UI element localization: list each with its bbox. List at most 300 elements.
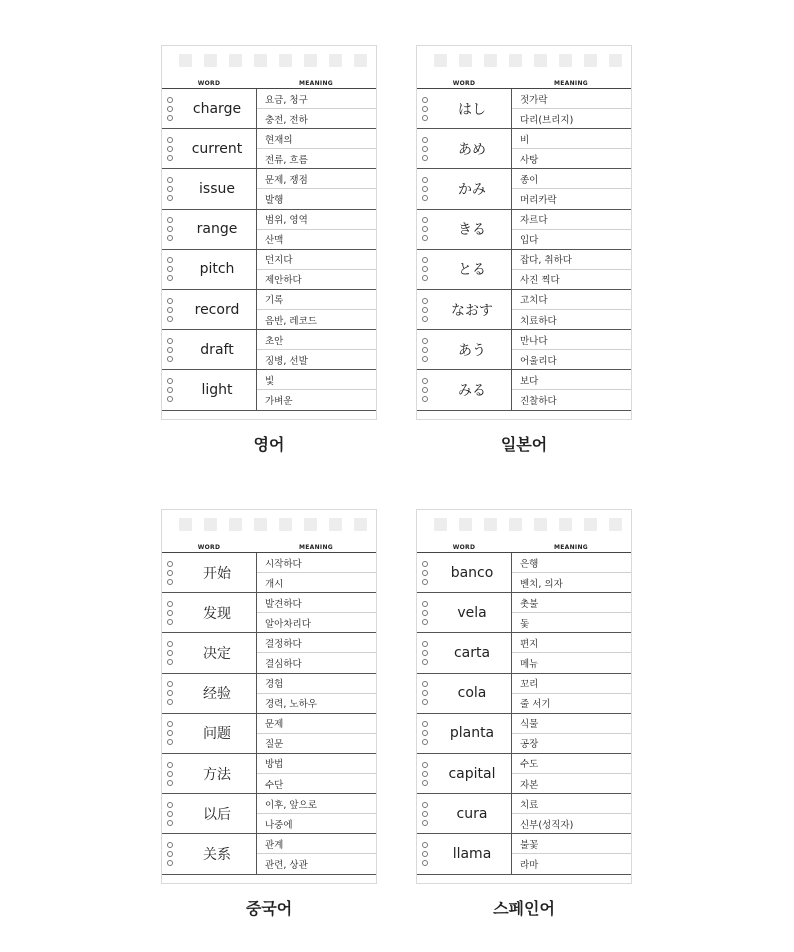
ring-hole-icon (422, 860, 428, 866)
ring-hole-icon (167, 338, 173, 344)
meaning-cell (257, 370, 376, 409)
vocab-word: かみ (433, 169, 512, 208)
tab-marker (329, 518, 342, 531)
meaning-column-header: MEANING (553, 544, 588, 551)
meaning-primary: 보다 (512, 370, 631, 390)
ring-hole-icon (167, 356, 173, 362)
word-column-header: WORD (452, 544, 476, 551)
vocab-word: capital (433, 754, 512, 793)
meaning-column-header: MEANING (553, 80, 588, 87)
word-row (162, 330, 376, 370)
vocab-word: 发现 (178, 593, 257, 632)
meaning-cell (512, 89, 631, 128)
word-row (162, 89, 376, 129)
vocab-word: 决定 (178, 633, 257, 672)
ring-hole-icon (167, 396, 173, 402)
meaning-secondary: 징병, 선발 (265, 355, 308, 367)
binder-rings (162, 330, 178, 369)
meaning-secondary: 돛 (520, 618, 530, 630)
word-row (162, 714, 376, 754)
ring-hole-icon (422, 275, 428, 281)
tab-marker (179, 54, 192, 67)
ring-hole-icon (167, 307, 173, 313)
meaning-primary: 자르다 (512, 210, 631, 230)
meaning-cell (257, 290, 376, 329)
word-row (417, 674, 631, 714)
meaning-cell (512, 370, 631, 409)
vocab-word: planta (433, 714, 512, 753)
meaning-primary: 문제 (257, 714, 376, 734)
ring-hole-icon (422, 106, 428, 112)
binder-rings (417, 210, 433, 249)
ring-hole-icon (422, 316, 428, 322)
meaning-primary: 방법 (257, 754, 376, 774)
ring-hole-icon (422, 177, 428, 183)
ring-hole-icon (167, 811, 173, 817)
ring-hole-icon (422, 387, 428, 393)
meaning-primary: 이후, 앞으로 (257, 794, 376, 814)
binder-rings (162, 129, 178, 168)
meaning-cell (257, 169, 376, 208)
vocab-word: issue (178, 169, 257, 208)
meaning-primary: 문제, 쟁점 (257, 169, 376, 189)
ring-hole-icon (422, 610, 428, 616)
tab-strip (417, 510, 631, 536)
ring-hole-icon (422, 115, 428, 121)
ring-hole-icon (167, 641, 173, 647)
ring-hole-icon (167, 146, 173, 152)
word-row (417, 89, 631, 129)
meaning-secondary: 자본 (520, 779, 539, 791)
binder-rings (162, 754, 178, 793)
word-row (162, 169, 376, 209)
binder-rings (417, 593, 433, 632)
tab-marker (559, 518, 572, 531)
binder-rings (417, 169, 433, 208)
vocab-word: はし (433, 89, 512, 128)
meaning-cell (257, 674, 376, 713)
language-caption: 영어 (253, 435, 285, 454)
meaning-secondary: 제안하다 (265, 275, 302, 287)
word-row (417, 370, 631, 410)
ring-hole-icon (422, 97, 428, 103)
ring-hole-icon (167, 579, 173, 585)
vocab-word: charge (178, 89, 257, 128)
ring-hole-icon (167, 690, 173, 696)
meaning-primary: 결정하다 (257, 633, 376, 653)
meaning-primary: 젓가락 (512, 89, 631, 109)
binder-rings (162, 370, 178, 409)
vocab-word: carta (433, 633, 512, 672)
vocab-word: cola (433, 674, 512, 713)
meaning-secondary: 발행 (265, 195, 284, 207)
ring-hole-icon (167, 347, 173, 353)
ring-hole-icon (167, 186, 173, 192)
meaning-cell (512, 330, 631, 369)
tab-marker (559, 54, 572, 67)
ring-hole-icon (167, 739, 173, 745)
meaning-primary: 식물 (512, 714, 631, 734)
word-row (417, 290, 631, 330)
ring-hole-icon (167, 316, 173, 322)
tab-marker (204, 54, 217, 67)
meaning-secondary: 라마 (520, 859, 539, 871)
ring-hole-icon (422, 780, 428, 786)
ring-hole-icon (422, 257, 428, 263)
word-row (162, 674, 376, 714)
meaning-primary: 던지다 (257, 250, 376, 270)
ring-hole-icon (167, 387, 173, 393)
binder-rings (417, 714, 433, 753)
ring-hole-icon (422, 570, 428, 576)
ring-hole-icon (422, 155, 428, 161)
tab-marker (279, 54, 292, 67)
tab-marker (254, 518, 267, 531)
meaning-secondary: 질문 (265, 739, 284, 751)
ring-hole-icon (422, 298, 428, 304)
meaning-cell (257, 834, 376, 873)
meaning-cell (257, 330, 376, 369)
ring-hole-icon (422, 396, 428, 402)
binder-rings (162, 674, 178, 713)
meaning-secondary: 경력, 노하우 (265, 699, 317, 711)
tab-strip (162, 46, 376, 72)
word-row (417, 794, 631, 834)
meaning-cell (512, 794, 631, 833)
binder-rings (417, 794, 433, 833)
meaning-secondary: 머리카락 (520, 195, 557, 207)
word-row (417, 553, 631, 593)
ring-hole-icon (167, 780, 173, 786)
ring-hole-icon (167, 195, 173, 201)
ring-hole-icon (167, 762, 173, 768)
vocab-word: あめ (433, 129, 512, 168)
ring-hole-icon (422, 699, 428, 705)
ring-hole-icon (167, 561, 173, 567)
tab-marker (509, 54, 522, 67)
card-footer (162, 411, 376, 419)
meaning-primary: 고치다 (512, 290, 631, 310)
meaning-primary: 꼬리 (512, 674, 631, 694)
vocab-word: range (178, 210, 257, 249)
binder-rings (162, 593, 178, 632)
ring-hole-icon (422, 226, 428, 232)
meaning-cell (512, 250, 631, 289)
meaning-cell (257, 129, 376, 168)
meaning-primary: 종이 (512, 169, 631, 189)
meaning-cell (512, 714, 631, 753)
meaning-secondary: 음반, 레코드 (265, 315, 317, 327)
meaning-secondary: 산맥 (265, 235, 284, 247)
meaning-cell (257, 754, 376, 793)
word-row (162, 593, 376, 633)
ring-hole-icon (422, 681, 428, 687)
binder-rings (162, 633, 178, 672)
binder-rings (417, 370, 433, 409)
meaning-secondary: 결심하다 (265, 659, 302, 671)
word-row (417, 330, 631, 370)
meaning-secondary: 전류, 흐름 (265, 154, 308, 166)
meaning-secondary: 충전, 전하 (265, 114, 308, 126)
vocab-word: きる (433, 210, 512, 249)
meaning-cell (257, 250, 376, 289)
tab-marker (484, 54, 497, 67)
vocab-word: とる (433, 250, 512, 289)
ring-hole-icon (422, 650, 428, 656)
binder-rings (162, 794, 178, 833)
meaning-primary: 빛 (257, 370, 376, 390)
binder-rings (417, 290, 433, 329)
ring-hole-icon (167, 601, 173, 607)
meaning-secondary: 벤치, 의자 (520, 578, 563, 590)
ring-hole-icon (422, 659, 428, 665)
binder-rings (417, 330, 433, 369)
ring-hole-icon (422, 730, 428, 736)
meaning-cell (257, 794, 376, 833)
ring-hole-icon (422, 235, 428, 241)
word-row (417, 129, 631, 169)
tab-marker (509, 518, 522, 531)
vocab-card-4 (416, 509, 632, 884)
ring-hole-icon (422, 347, 428, 353)
word-row (162, 633, 376, 673)
meaning-cell (512, 834, 631, 873)
meaning-secondary: 어울리다 (520, 355, 557, 367)
ring-hole-icon (167, 771, 173, 777)
ring-hole-icon (167, 650, 173, 656)
ring-hole-icon (167, 97, 173, 103)
meaning-primary: 관계 (257, 834, 376, 854)
word-column-header: WORD (197, 80, 221, 87)
ring-hole-icon (167, 275, 173, 281)
ring-hole-icon (422, 561, 428, 567)
ring-hole-icon (422, 851, 428, 857)
tab-marker (584, 518, 597, 531)
ring-hole-icon (422, 146, 428, 152)
word-row (162, 290, 376, 330)
column-header (417, 536, 631, 553)
ring-hole-icon (422, 338, 428, 344)
meaning-secondary: 개시 (265, 578, 284, 590)
meaning-primary: 치료 (512, 794, 631, 814)
tab-marker (304, 54, 317, 67)
meaning-secondary: 신부(성직자) (520, 819, 574, 831)
ring-hole-icon (422, 820, 428, 826)
word-row (417, 210, 631, 250)
word-row (162, 553, 376, 593)
ring-hole-icon (167, 298, 173, 304)
binder-rings (162, 169, 178, 208)
ring-hole-icon (422, 739, 428, 745)
vocab-word: pitch (178, 250, 257, 289)
ring-hole-icon (167, 155, 173, 161)
binder-rings (417, 553, 433, 592)
binder-rings (162, 714, 178, 753)
word-column-header: WORD (452, 80, 476, 87)
ring-hole-icon (167, 610, 173, 616)
meaning-primary: 만나다 (512, 330, 631, 350)
vocab-word: 经验 (178, 674, 257, 713)
word-row (417, 754, 631, 794)
meaning-cell (512, 674, 631, 713)
column-header (162, 536, 376, 553)
vocab-word: cura (433, 794, 512, 833)
ring-hole-icon (422, 641, 428, 647)
word-row (417, 633, 631, 673)
meaning-cell (257, 714, 376, 753)
tab-marker (279, 518, 292, 531)
vocab-card-2 (416, 45, 632, 420)
tab-strip (417, 46, 631, 72)
vocab-word: みる (433, 370, 512, 409)
ring-hole-icon (167, 619, 173, 625)
ring-hole-icon (422, 195, 428, 201)
meaning-secondary: 메뉴 (520, 659, 539, 671)
tab-marker (534, 518, 547, 531)
tab-marker (354, 518, 367, 531)
ring-hole-icon (167, 378, 173, 384)
meaning-secondary: 사탕 (520, 154, 539, 166)
meaning-secondary: 다리(브리지) (520, 114, 574, 126)
ring-hole-icon (422, 137, 428, 143)
meaning-secondary: 치료하다 (520, 315, 557, 327)
meaning-cell (257, 593, 376, 632)
meaning-cell (257, 553, 376, 592)
tab-marker (329, 54, 342, 67)
ring-hole-icon (167, 659, 173, 665)
vocab-word: llama (433, 834, 512, 873)
tab-marker (229, 518, 242, 531)
meaning-primary: 현재의 (257, 129, 376, 149)
tab-marker (584, 54, 597, 67)
binder-rings (417, 250, 433, 289)
binder-rings (162, 290, 178, 329)
meaning-cell (512, 633, 631, 672)
ring-hole-icon (167, 860, 173, 866)
meaning-primary: 기록 (257, 290, 376, 310)
word-row (162, 370, 376, 410)
word-list (162, 89, 376, 411)
tab-marker (434, 518, 447, 531)
vocab-card-3 (161, 509, 377, 884)
word-row (162, 210, 376, 250)
binder-rings (417, 633, 433, 672)
tab-marker (459, 518, 472, 531)
vocab-word: 方法 (178, 754, 257, 793)
vocab-word: record (178, 290, 257, 329)
ring-hole-icon (422, 842, 428, 848)
language-caption: 중국어 (245, 899, 293, 918)
ring-hole-icon (167, 721, 173, 727)
meaning-primary: 범위, 영역 (257, 210, 376, 230)
tab-marker (179, 518, 192, 531)
vocab-word: あう (433, 330, 512, 369)
ring-hole-icon (422, 619, 428, 625)
ring-hole-icon (422, 378, 428, 384)
meaning-secondary: 알아차리다 (265, 618, 311, 630)
ring-hole-icon (422, 356, 428, 362)
meaning-primary: 요금, 청구 (257, 89, 376, 109)
meaning-cell (512, 553, 631, 592)
tab-strip (162, 510, 376, 536)
word-row (417, 593, 631, 633)
meaning-cell (512, 593, 631, 632)
ring-hole-icon (167, 681, 173, 687)
meaning-secondary: 줄 서기 (520, 699, 551, 711)
ring-hole-icon (422, 721, 428, 727)
word-row (162, 129, 376, 169)
ring-hole-icon (167, 235, 173, 241)
meaning-secondary: 사진 찍다 (520, 275, 560, 287)
ring-hole-icon (167, 820, 173, 826)
ring-hole-icon (167, 177, 173, 183)
vocab-word: 关系 (178, 834, 257, 873)
meaning-secondary: 나중에 (265, 819, 293, 831)
ring-hole-icon (167, 217, 173, 223)
ring-hole-icon (167, 257, 173, 263)
column-header (162, 72, 376, 89)
tab-marker (254, 54, 267, 67)
word-row (417, 250, 631, 290)
word-list (417, 89, 631, 411)
meaning-cell (512, 290, 631, 329)
meaning-primary: 잡다, 취하다 (512, 250, 631, 270)
ring-hole-icon (167, 842, 173, 848)
card-footer (417, 875, 631, 883)
binder-rings (417, 129, 433, 168)
meaning-column-header: MEANING (298, 544, 333, 551)
binder-rings (417, 89, 433, 128)
vocab-word: banco (433, 553, 512, 592)
language-caption: 일본어 (500, 435, 548, 454)
ring-hole-icon (422, 579, 428, 585)
word-column-header: WORD (197, 544, 221, 551)
ring-hole-icon (422, 266, 428, 272)
meaning-cell (257, 210, 376, 249)
ring-hole-icon (422, 771, 428, 777)
meaning-secondary: 진찰하다 (520, 395, 557, 407)
tab-marker (484, 518, 497, 531)
vocab-word: draft (178, 330, 257, 369)
ring-hole-icon (422, 601, 428, 607)
vocab-word: なおす (433, 290, 512, 329)
ring-hole-icon (422, 690, 428, 696)
tab-marker (229, 54, 242, 67)
tab-marker (354, 54, 367, 67)
meaning-secondary: 수단 (265, 779, 284, 791)
binder-rings (162, 553, 178, 592)
word-row (162, 250, 376, 290)
word-row (162, 794, 376, 834)
meaning-cell (512, 169, 631, 208)
meaning-secondary: 입다 (520, 235, 539, 247)
word-list (162, 553, 376, 875)
meaning-secondary: 공장 (520, 739, 539, 751)
meaning-primary: 촛불 (512, 593, 631, 613)
ring-hole-icon (422, 186, 428, 192)
tab-marker (304, 518, 317, 531)
tab-marker (534, 54, 547, 67)
meaning-primary: 수도 (512, 754, 631, 774)
tab-marker (204, 518, 217, 531)
word-row (417, 714, 631, 754)
ring-hole-icon (422, 802, 428, 808)
column-header (417, 72, 631, 89)
vocab-word: 问题 (178, 714, 257, 753)
meaning-cell (512, 754, 631, 793)
ring-hole-icon (167, 115, 173, 121)
binder-rings (417, 834, 433, 873)
